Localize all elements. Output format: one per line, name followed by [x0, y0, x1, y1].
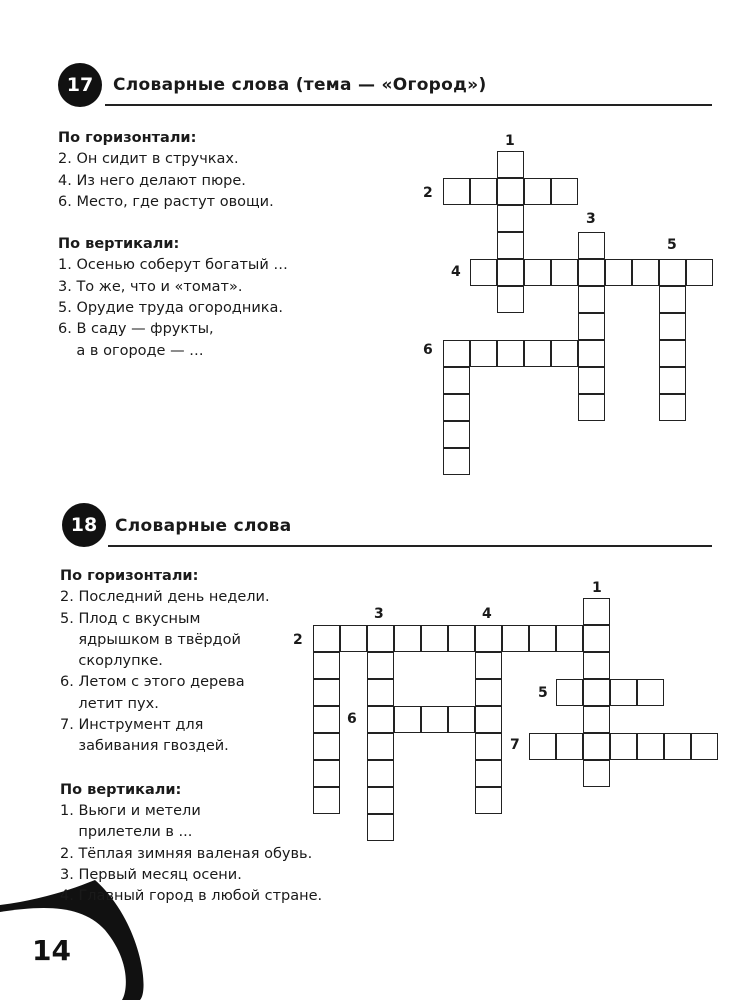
crossword-cell[interactable]	[551, 340, 578, 367]
clue: 4. Главный город в любой стране.	[60, 888, 323, 905]
crossword-cell[interactable]	[443, 394, 470, 421]
crossword-cell[interactable]	[583, 598, 610, 625]
clue: а в огороде — …	[58, 342, 204, 359]
crossword-cell[interactable]	[637, 679, 664, 706]
clue: 6. Летом с этого дерева	[60, 674, 245, 691]
crossword-cell[interactable]	[497, 151, 524, 178]
crossword-cell[interactable]	[497, 205, 524, 232]
crossword-cell[interactable]	[659, 313, 686, 340]
grid-number: 6	[423, 342, 433, 358]
crossword-cell[interactable]	[578, 394, 605, 421]
crossword-cell[interactable]	[583, 652, 610, 679]
exercise-number-badge: 18	[62, 503, 106, 547]
exercise-title: Словарные слова (тема — «Огород»)	[113, 75, 487, 95]
clue: скорлупке.	[60, 653, 163, 670]
grid-number: 6	[347, 711, 357, 727]
clue: 6. В саду — фрукты,	[58, 321, 214, 338]
grid-number: 7	[510, 737, 520, 753]
crossword-cell[interactable]	[578, 367, 605, 394]
crossword-cell[interactable]	[556, 733, 583, 760]
crossword-cell[interactable]	[475, 706, 502, 733]
grid-number: 2	[423, 185, 433, 201]
crossword-cell[interactable]	[443, 178, 470, 205]
crossword-cell[interactable]	[610, 679, 637, 706]
crossword-cell[interactable]	[448, 706, 475, 733]
down-heading: По вертикали:	[60, 781, 182, 798]
crossword-cell[interactable]	[583, 625, 610, 652]
crossword-cell[interactable]	[497, 286, 524, 313]
crossword-cell[interactable]	[583, 679, 610, 706]
crossword-cell[interactable]	[313, 679, 340, 706]
crossword-cell[interactable]	[524, 259, 551, 286]
crossword-cell[interactable]	[497, 232, 524, 259]
clues-block	[58, 128, 288, 362]
across-heading: По горизонтали:	[58, 130, 197, 146]
exercise-number-badge: 17	[58, 63, 102, 107]
crossword-cell[interactable]	[367, 679, 394, 706]
crossword-cell[interactable]	[313, 760, 340, 787]
crossword-cell[interactable]	[583, 706, 610, 733]
crossword-cell[interactable]	[659, 367, 686, 394]
crossword-cell[interactable]	[313, 787, 340, 814]
crossword-cell[interactable]	[524, 178, 551, 205]
crossword-cell[interactable]	[610, 733, 637, 760]
crossword-cell[interactable]	[394, 706, 421, 733]
grid-number: 4	[482, 606, 492, 622]
crossword-cell[interactable]	[497, 259, 524, 286]
down-heading: По вертикали:	[58, 236, 180, 253]
crossword-cell[interactable]	[367, 760, 394, 787]
section-divider	[105, 104, 712, 106]
crossword-cell[interactable]	[470, 340, 497, 367]
crossword-cell[interactable]	[313, 625, 340, 652]
crossword-cell[interactable]	[421, 706, 448, 733]
crossword-cell[interactable]	[443, 367, 470, 394]
crossword-cell[interactable]	[475, 760, 502, 787]
crossword-cell[interactable]	[443, 340, 470, 367]
crossword-cell[interactable]	[659, 394, 686, 421]
clue: 2. Последний день недели.	[60, 589, 270, 606]
crossword-cell[interactable]	[578, 313, 605, 340]
crossword-cell[interactable]	[659, 340, 686, 367]
crossword-cell[interactable]	[497, 178, 524, 205]
grid-number: 2	[293, 632, 303, 648]
grid-number: 1	[505, 133, 515, 149]
crossword-cell[interactable]	[664, 733, 691, 760]
clue: 3. Первый месяц осени.	[60, 866, 242, 883]
crossword-cell[interactable]	[448, 625, 475, 652]
clue: 4. Из него делают пюре.	[58, 172, 246, 189]
clues-block	[60, 566, 322, 907]
clue: летит пух.	[60, 695, 159, 712]
clue: 1. Осенью соберут богатый …	[58, 257, 288, 274]
clue: 2. Тёплая зимняя валеная обувь.	[60, 845, 313, 862]
crossword-cell[interactable]	[497, 340, 524, 367]
crossword-cell[interactable]	[470, 259, 497, 286]
crossword-cell[interactable]	[529, 733, 556, 760]
crossword-cell[interactable]	[691, 733, 718, 760]
crossword-cell[interactable]	[367, 787, 394, 814]
clue: 5. Орудие труда огородника.	[58, 300, 283, 317]
crossword-cell[interactable]	[632, 259, 659, 286]
crossword-cell[interactable]	[637, 733, 664, 760]
crossword-cell[interactable]	[394, 625, 421, 652]
crossword-cell[interactable]	[556, 625, 583, 652]
crossword-cell[interactable]	[443, 421, 470, 448]
crossword-cell[interactable]	[529, 625, 556, 652]
crossword-cell[interactable]	[367, 814, 394, 841]
exercise-title: Словарные слова	[115, 516, 292, 536]
crossword-cell[interactable]	[551, 178, 578, 205]
crossword-cell[interactable]	[367, 625, 394, 652]
crossword-cell[interactable]	[583, 733, 610, 760]
across-heading: По горизонтали:	[60, 568, 199, 584]
crossword-cell[interactable]	[313, 733, 340, 760]
clue: 7. Инструмент для	[60, 717, 204, 734]
crossword-cell[interactable]	[421, 625, 448, 652]
crossword-cell[interactable]	[551, 259, 578, 286]
clue: прилетели в ...	[60, 824, 193, 841]
clue: 1. Вьюги и метели	[60, 802, 201, 819]
clue: ядрышком в твёрдой	[60, 631, 241, 648]
crossword-cell[interactable]	[686, 259, 713, 286]
crossword-cell[interactable]	[340, 625, 367, 652]
crossword-cell[interactable]	[367, 733, 394, 760]
crossword-cell[interactable]	[475, 679, 502, 706]
clue: 5. Плод с вкусным	[60, 610, 201, 627]
crossword-cell[interactable]	[475, 787, 502, 814]
crossword-cell[interactable]	[470, 178, 497, 205]
crossword-cell[interactable]	[443, 448, 470, 475]
crossword-cell[interactable]	[475, 733, 502, 760]
crossword-cell[interactable]	[475, 625, 502, 652]
section-divider	[108, 545, 712, 547]
crossword-cell[interactable]	[367, 706, 394, 733]
clue: 3. То же, что и «томат».	[58, 278, 243, 295]
crossword-cell[interactable]	[313, 652, 340, 679]
crossword-cell[interactable]	[475, 652, 502, 679]
grid-number: 5	[667, 237, 677, 253]
crossword-cell[interactable]	[578, 259, 605, 286]
crossword-cell[interactable]	[605, 259, 632, 286]
crossword-cell[interactable]	[659, 286, 686, 313]
crossword-cell[interactable]	[502, 625, 529, 652]
crossword-cell[interactable]	[578, 232, 605, 259]
grid-number: 3	[374, 606, 384, 622]
clue: забивания гвоздей.	[60, 738, 229, 755]
page-number: 14	[32, 934, 71, 967]
crossword-cell[interactable]	[524, 340, 551, 367]
crossword-cell[interactable]	[578, 286, 605, 313]
crossword-cell[interactable]	[583, 760, 610, 787]
grid-number: 3	[586, 211, 596, 227]
crossword-cell[interactable]	[313, 706, 340, 733]
grid-number: 5	[538, 685, 548, 701]
crossword-cell[interactable]	[659, 259, 686, 286]
crossword-cell[interactable]	[556, 679, 583, 706]
grid-number: 4	[451, 264, 461, 280]
clue: 2. Он сидит в стручках.	[58, 151, 239, 168]
crossword-cell[interactable]	[367, 652, 394, 679]
clue: 6. Место, где растут овощи.	[58, 193, 274, 210]
grid-number: 1	[592, 580, 602, 596]
crossword-cell[interactable]	[578, 340, 605, 367]
